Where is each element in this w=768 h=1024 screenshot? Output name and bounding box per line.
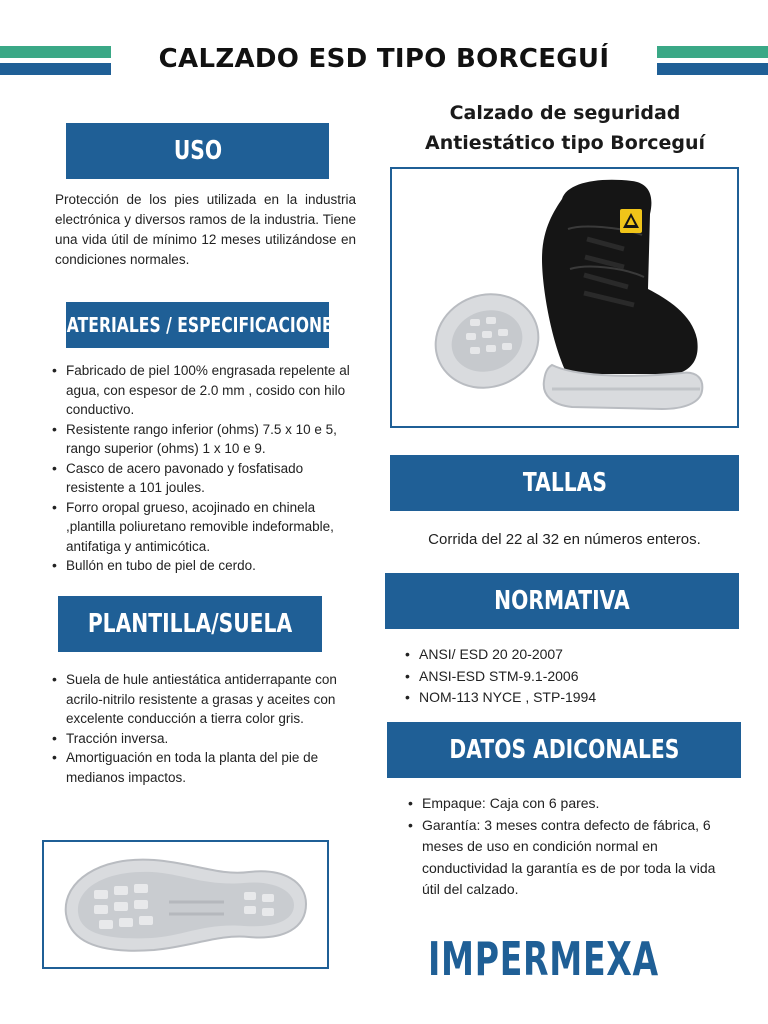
list-item: • Fabricado de piel 100% engrasada repelente al agua, con espesor de 2.0 mm , cosido con hilo conductivo. <box>50 361 350 420</box>
datos-header-label: DATOS ADICONALES <box>449 735 679 765</box>
sole-image-frame <box>42 840 329 969</box>
uso-header <box>66 123 329 179</box>
list-item: • NOM-113 NYCE , STP-1994 <box>403 687 733 709</box>
top-left-blue-stripe <box>0 63 111 75</box>
list-item: • Empaque: Caja con 6 pares. <box>406 793 726 815</box>
plantilla-header-label: PLANTILLA/SUELA <box>87 609 293 639</box>
tallas-text: Corrida del 22 al 32 en números enteros. <box>428 531 701 548</box>
list-item: • Tracción inversa. <box>50 729 356 749</box>
list-item: • Resistente rango inferior (ohms) 7.5 x 10 e 5, rango superior (ohms) 1 x 10 e 9. <box>50 420 350 459</box>
materiales-list <box>50 361 350 576</box>
tallas-header-label: TALLAS <box>522 468 607 498</box>
list-item: • Forro oropal grueso, acojinado en chinela ,plantilla poliuretano removible indeformable, antifatiga y antimicótica. <box>50 498 350 557</box>
sole-image <box>44 842 327 967</box>
product-subtitle-line1: Calzado de seguridad <box>449 102 681 124</box>
esd-warning-icon <box>620 209 642 233</box>
list-item: • Suela de hule antiestática antiderrapante con acrilo-nitrilo resistente a grasas y aceites con excelente conducción a tierra color gris. <box>50 670 356 729</box>
datos-list <box>406 793 726 901</box>
materiales-header <box>51 302 344 348</box>
materiales-header-label: MATERIALES / ESPECIFICACIONES <box>51 313 344 337</box>
list-item: • Bullón en tubo de piel de cerdo. <box>50 556 350 576</box>
list-item: • Amortiguación en toda la planta del pie de medianos impactos. <box>50 748 356 787</box>
list-item: • Garantía: 3 meses contra defecto de fábrica, 6 meses de uso en condición normal en conductividad la garantía es de por toda la vida útil del calzado. <box>406 815 726 901</box>
product-subtitle <box>392 98 738 158</box>
list-item: • Casco de acero pavonado y fosfatisado resistente a 101 joules. <box>50 459 350 498</box>
brand-logo <box>428 924 744 994</box>
uso-text: Protección de los pies utilizada en la industria electrónica y diversos ramos de la industria. Tiene una vida útil de mínimo 12 meses utilizándose en condiciones normales. <box>55 192 356 267</box>
brand-name: IMPERMEXA <box>428 932 659 986</box>
boot-image <box>392 169 737 426</box>
uso-header-label: USO <box>173 136 222 166</box>
top-right-green-stripe <box>657 46 768 58</box>
boot-image-frame <box>390 167 739 428</box>
plantilla-header <box>58 596 322 652</box>
top-left-green-stripe <box>0 46 111 58</box>
list-item: • ANSI-ESD STM-9.1-2006 <box>403 666 733 688</box>
tallas-header <box>390 455 739 511</box>
normativa-list <box>403 644 733 709</box>
page-title: CALZADO ESD TIPO BORCEGUÍ <box>158 44 610 74</box>
normativa-header <box>385 573 739 629</box>
plantilla-list <box>50 670 356 787</box>
normativa-header-label: NORMATIVA <box>494 586 630 616</box>
datos-header <box>387 722 741 778</box>
list-item: • ANSI/ ESD 20 20-2007 <box>403 644 733 666</box>
top-right-blue-stripe <box>657 63 768 75</box>
product-subtitle-line2: Antiestático tipo Borceguí <box>424 132 705 154</box>
